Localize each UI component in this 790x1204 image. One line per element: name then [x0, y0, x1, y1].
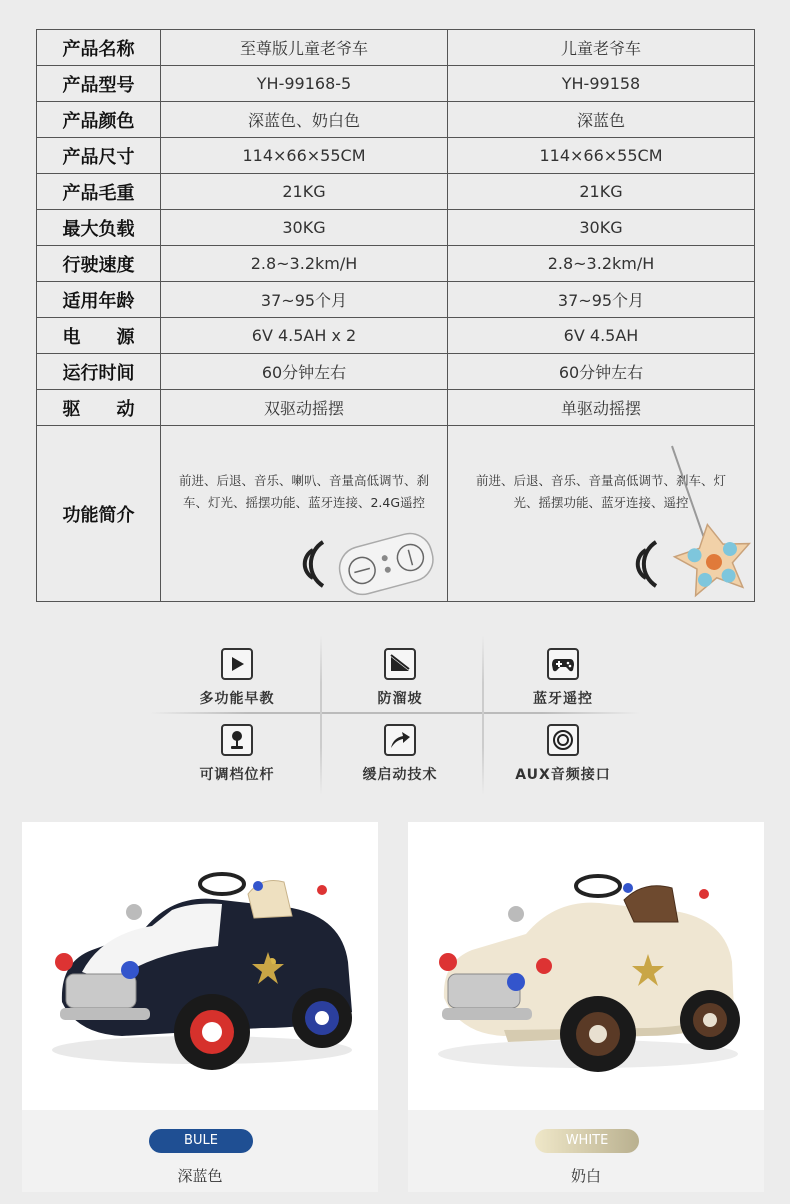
product-card-footer [22, 1110, 378, 1192]
product-card-white[interactable] [408, 822, 764, 1192]
spec-value-b: 30KG [448, 210, 755, 246]
spec-value-a: 30KG [161, 210, 448, 246]
spec-label: 运行时间 [37, 354, 161, 390]
product-card-blue[interactable] [22, 822, 378, 1192]
spec-row [37, 66, 755, 102]
product-photo-blue-car [22, 822, 378, 1110]
gamepad-icon [547, 648, 579, 680]
spec-label: 产品尺寸 [37, 138, 161, 174]
spec-label: 产品颜色 [37, 102, 161, 138]
spec-value-a: 至尊版儿童老爷车 [161, 30, 448, 66]
spec-value-a: 114×66×55CM [161, 138, 448, 174]
divider [150, 712, 640, 714]
spec-value-a: 2.8~3.2km/H [161, 246, 448, 282]
spec-row [37, 318, 755, 354]
feature-text-b: 前进、后退、音乐、音量高低调节、刹车、灯光、摇摆功能、蓝牙连接、遥控 [475, 473, 726, 510]
spec-label: 行驶速度 [37, 246, 161, 282]
feature-label: 缓启动技术 [362, 767, 438, 783]
spec-label: 功能简介 [37, 426, 161, 602]
spec-label: 最大负载 [37, 210, 161, 246]
divider [320, 635, 322, 795]
feature-item [325, 724, 475, 784]
spec-value-b: 21KG [448, 174, 755, 210]
soft-start-arrow-icon [384, 724, 416, 756]
spec-value-b: 儿童老爷车 [448, 30, 755, 66]
feature-label: AUX音频接口 [515, 767, 611, 783]
color-name: 奶白 [570, 1167, 601, 1185]
feature-label: 防溜坡 [377, 691, 423, 707]
gear-lever-icon [221, 724, 253, 756]
spec-row [37, 138, 755, 174]
feature-cell-b [448, 426, 755, 602]
spec-label: 产品名称 [37, 30, 161, 66]
spec-row [37, 246, 755, 282]
spec-row-feature [37, 426, 755, 602]
spec-value-a: 60分钟左右 [161, 354, 448, 390]
signal-waves-icon [293, 534, 329, 594]
spec-value-b: 114×66×55CM [448, 138, 755, 174]
remote-control-icon [331, 518, 441, 608]
spec-value-b: 6V 4.5AH [448, 318, 755, 354]
divider [482, 635, 484, 795]
feature-label: 可调档位杆 [199, 767, 275, 783]
product-photo-white-car [408, 822, 764, 1110]
spec-label: 适用年龄 [37, 282, 161, 318]
spec-value-b: 37~95个月 [448, 282, 755, 318]
feature-label: 多功能早教 [199, 691, 275, 707]
spec-table [36, 29, 755, 602]
slope-icon [384, 648, 416, 680]
spec-value-b: YH-99158 [448, 66, 755, 102]
spec-row [37, 102, 755, 138]
feature-item [488, 648, 638, 708]
spec-row [37, 282, 755, 318]
feature-icons-grid [150, 630, 640, 800]
color-tag-badge[interactable]: WHITE [535, 1129, 639, 1153]
aux-port-icon [547, 724, 579, 756]
spec-value-b: 2.8~3.2km/H [448, 246, 755, 282]
remote-control-icon [664, 442, 760, 602]
play-icon [221, 648, 253, 680]
spec-value-a: 双驱动摇摆 [161, 390, 448, 426]
feature-item [162, 648, 312, 708]
spec-label: 驱 动 [37, 390, 161, 426]
spec-row [37, 210, 755, 246]
product-card-footer [408, 1110, 764, 1192]
feature-text-a: 前进、后退、音乐、喇叭、音量高低调节、刹车、灯光、摇摆功能、蓝牙连接、2.4G遥控 [179, 473, 430, 510]
feature-item [325, 648, 475, 708]
color-tag-badge[interactable]: BULE [149, 1129, 253, 1153]
feature-item [162, 724, 312, 784]
spec-value-b: 60分钟左右 [448, 354, 755, 390]
spec-row [37, 354, 755, 390]
spec-value-b: 单驱动摇摆 [448, 390, 755, 426]
feature-cell-a [161, 426, 448, 602]
spec-row [37, 174, 755, 210]
spec-value-b: 深蓝色 [448, 102, 755, 138]
spec-value-a: 37~95个月 [161, 282, 448, 318]
spec-label: 产品型号 [37, 66, 161, 102]
feature-label: 蓝牙遥控 [533, 691, 593, 707]
spec-label: 产品毛重 [37, 174, 161, 210]
spec-row [37, 390, 755, 426]
spec-value-a: YH-99168-5 [161, 66, 448, 102]
spec-value-a: 6V 4.5AH x 2 [161, 318, 448, 354]
spec-value-a: 深蓝色、奶白色 [161, 102, 448, 138]
spec-row [37, 30, 755, 66]
spec-label: 电 源 [37, 318, 161, 354]
color-name: 深蓝色 [177, 1167, 223, 1185]
feature-item [488, 724, 638, 784]
signal-waves-icon [626, 534, 662, 594]
spec-value-a: 21KG [161, 174, 448, 210]
